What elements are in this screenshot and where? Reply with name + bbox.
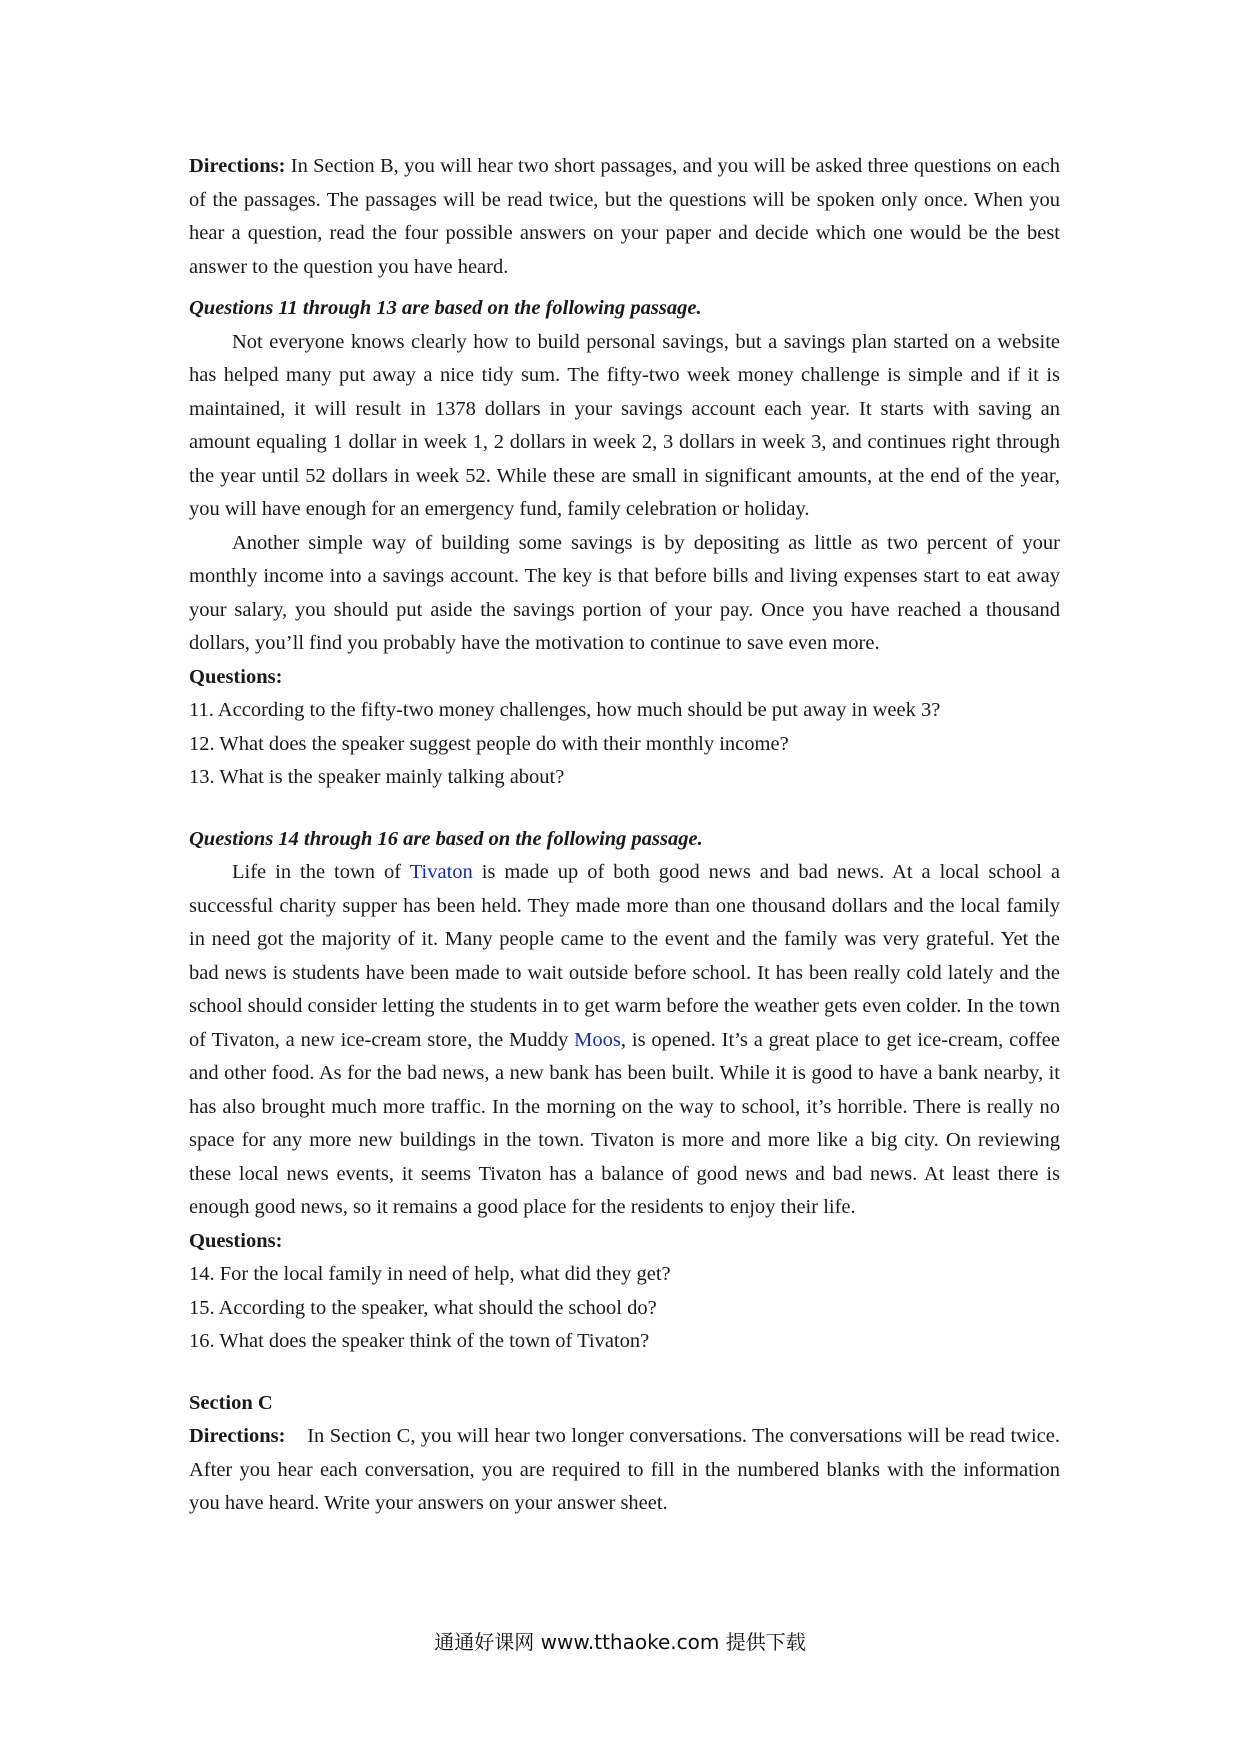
tivaton-term: Tivaton [409,861,473,883]
section-c-title: Section C [189,1391,273,1414]
document-body [189,150,1066,1521]
passage-2-text-b: is made up of both good news and bad news. At a local school a successful charity supper has been held. They made more than one thousand dollars and the local family in need got the majority of it. Many people came to the event and the family was very grateful. Yet the bad news is students have been made to wait outside before school. It has been really cold lately and the school should consider letting the students in to get warm before the weather gets even colder. In the town of Tivaton, a new ice-cream store, the Muddy [189,861,1060,1051]
spacer [189,795,1060,823]
question-14: 14. For the local family in need of help, what did they get? [189,1263,671,1285]
passage-1-questions-label: Questions: [189,665,283,688]
section-c-directions-text: In Section C, you will hear two longer conversations. The conversations will be read twice. After you hear each conversation, you are required to fill in the numbered blanks with the information you have heard. Write your answers on your answer sheet. [189,1425,1066,1514]
passage-2-text-a: Life in the town of [232,861,410,883]
passage-2-questions-label: Questions: [189,1229,283,1252]
question-16: 16. What does the speaker think of the town of Tivaton? [189,1330,650,1352]
section-c-directions-label: Directions: [189,1425,286,1447]
passage-2-paragraph-1 [189,856,1060,1225]
directions-label: Directions: [189,155,286,177]
page-footer: 通通好课网 www.tthaoke.com 提供下载 [434,1630,806,1654]
passage-2-text-c: , is opened. It’s a great place to get ice-cream, coffee and other food. As for the bad news, a new bank has been built. While it is good to have a bank nearby, it has also brought much more traffic. In the morning on the way to school, it’s horrible. There is really no space for any more new buildings in the town. Tivaton is more and more like a big city. On reviewing these local news events, it seems Tivaton has a balance of good news and bad news. At least there is enough good news, so it remains a good place for the residents to enjoy their life. [189,1028,1060,1218]
question-12: 12. What does the speaker suggest people do with their monthly income? [189,732,789,755]
question-15: 15. According to the speaker, what should the school do? [189,1296,657,1319]
question-11: 11. According to the fifty-two money challenges, how much should be put away in week 3? [189,699,941,721]
passage-1-paragraph-2: Another simple way of building some savings is by depositing as little as two percent of your monthly income into a savings account. The key is that before bills and living expenses start to eat away your salary, you should put aside the savings portion of your pay. Once you have reached a thousand dollars, you’ll find you probably have the motivation to continue to save even more. [189,531,1060,654]
directions-text: In Section B, you will hear two short passages, and you will be asked three questions on each of the passages. The passages will be read twice, but the questions will be spoken only once. When you hear a question, read the four possible answers on your paper and decide which one would be the best answer to the question you have heard. [189,155,1060,278]
moos-term: Moos [574,1028,621,1051]
spacer [189,1359,1060,1387]
directions-section-c [189,1420,1066,1521]
passage-1-heading: Questions 11 through 13 are based on the following passage. [189,297,702,319]
question-13: 13. What is the speaker mainly talking about? [189,766,565,788]
directions-section-b [189,150,1060,284]
passage-1-paragraph-1: Not everyone knows clearly how to build personal savings, but a savings plan started on a website has helped many put away a nice tidy sum. The fifty-two week money challenge is simple and if it is maintained, it will result in 1378 dollars in your savings account each year. It starts with saving an amount equaling 1 dollar in week 1, 2 dollars in week 2, 3 dollars in week 3, and continues right through the year until 52 dollars in week 52. While these are small in significant amounts, at the end of the year, you will have enough for an emergency fund, family celebration or holiday. [189,330,1060,520]
passage-2-heading: Questions 14 through 16 are based on the following passage. [189,827,703,850]
